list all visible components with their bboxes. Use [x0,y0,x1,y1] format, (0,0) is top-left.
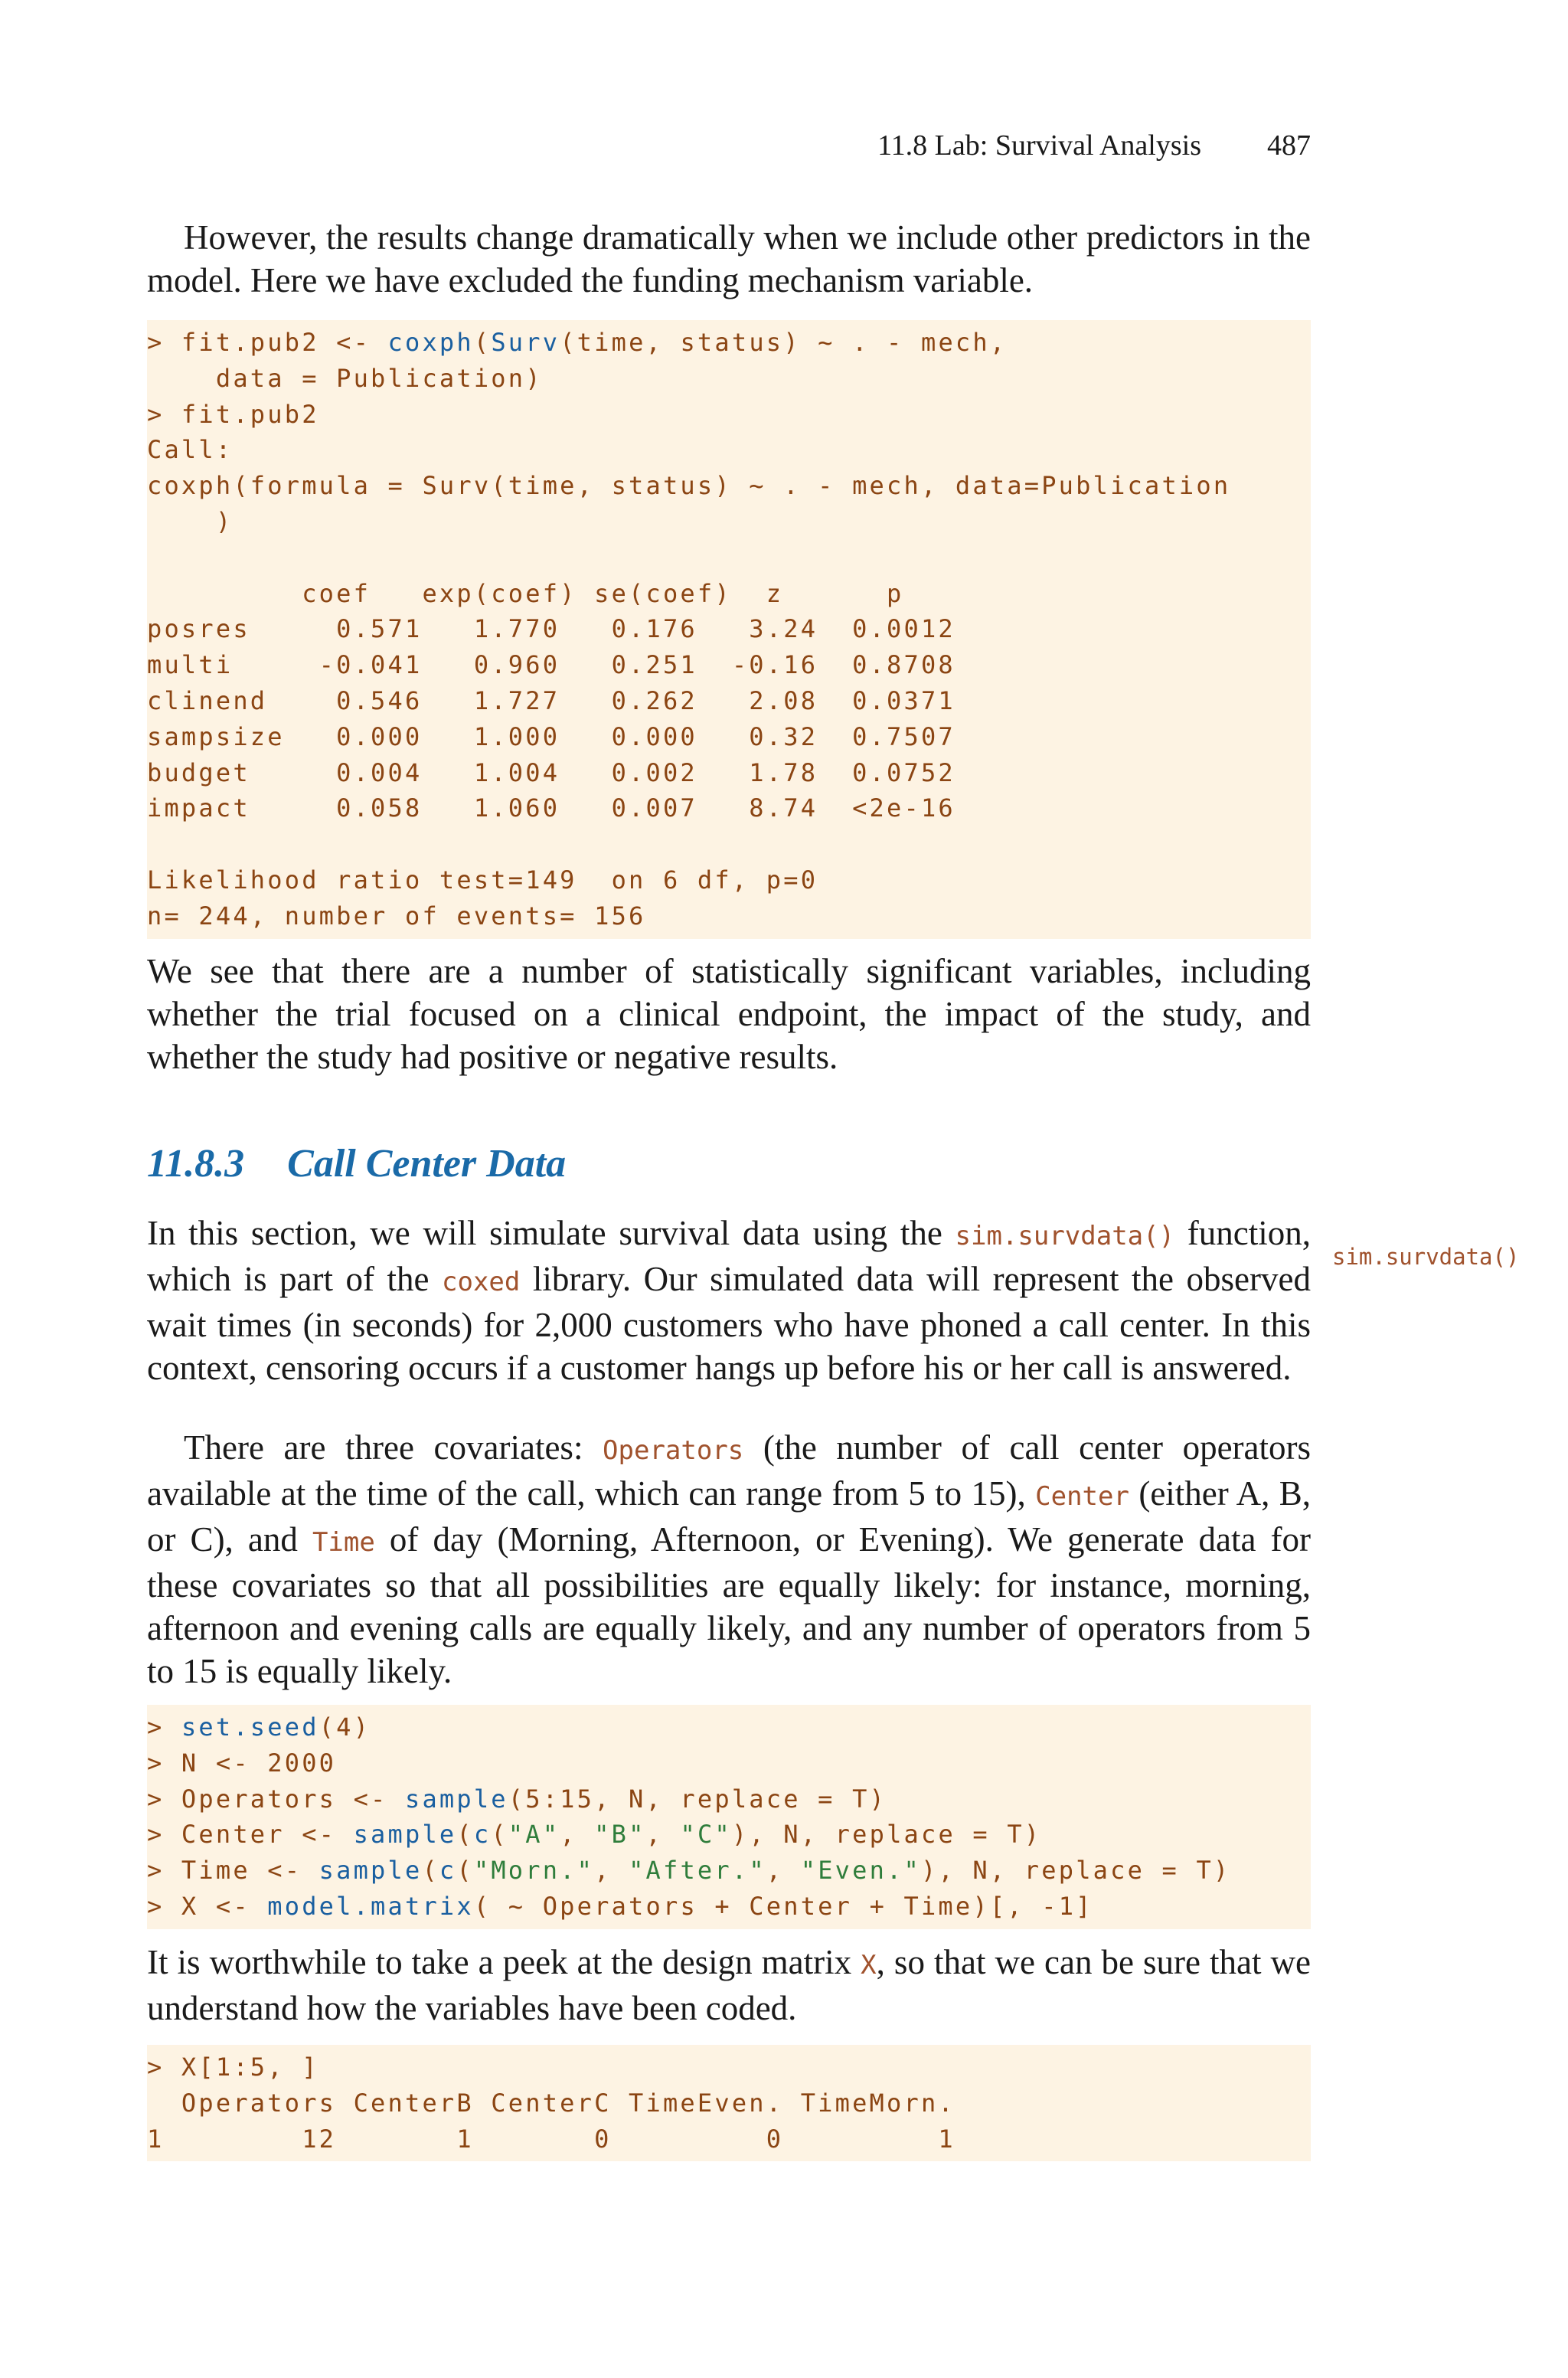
inline-code-sim-survdata: sim.survdata() [955,1221,1175,1251]
code-line: impact 0.058 1.060 0.007 8.74 <2e-16 [147,793,956,823]
inline-code-coxed: coxed [442,1267,521,1297]
margin-note-function: sim.survdata() [1332,1244,1520,1270]
code-line: > X[1:5, ] [147,2053,319,2082]
code-line: budget 0.004 1.004 0.002 1.78 0.0752 [147,757,956,787]
code-line: posres 0.571 1.770 0.176 3.24 0.0012 [147,614,956,644]
code-line: Call: [147,435,234,465]
code-line: > Time <- sample(c("Morn.", "After.", "Even."), N, replace = T) [147,1856,1231,1886]
code-line: data = Publication) [147,363,543,393]
section-title: Call Center Data [287,1142,567,1186]
paragraph-design-matrix: It is worthwhile to take a peek at the design matrix X, so that we can be sure that we understand how the variables have been coded. [147,1943,1311,2027]
code-line: coef exp(coef) se(coef) z p [147,578,904,608]
inline-code-center: Center [1035,1481,1129,1512]
section-number: 11.8.3 [147,1142,245,1186]
running-title: 11.8 Lab: Survival Analysis [877,129,1201,162]
code-line: > fit.pub2 <- coxph(Surv(time, status) ~ . - mech, [147,328,1008,357]
code-line: ) [147,506,234,536]
code-line: clinend 0.546 1.727 0.262 2.08 0.0371 [147,685,956,715]
inline-code-x: X [861,1950,877,1981]
code-line: Likelihood ratio test=149 on 6 df, p=0 [147,865,818,895]
inline-code-operators: Operators [603,1435,744,1466]
section-heading [147,1141,566,1186]
code-line: sampsize 0.000 1.000 0.000 0.32 0.7507 [147,721,956,751]
code-line: > fit.pub2 [147,399,319,429]
code-block-fit-pub2 [147,320,1311,939]
code-block-design-matrix [147,2045,1311,2161]
paragraph-results-change: However, the results change dramatically when we include other predictors in the model. Here we have excluded the funding mechanism variable. [147,218,1311,299]
code-line: > set.seed(4) [147,1712,371,1742]
code-line [147,826,1311,862]
paragraph-covariates: There are three covariates: Operators (the number of call center operators available at the time of the call, which can range from 5 to 15), Center (either A, B, or C), and Time of day (Morning, Afternoon, or Evening). We generate data for these covariates so that all possibilities are equally likely: for instance, morning, afternoon and evening calls are equally likely, and any number of operators from 5 to 15 is equally likely. [147,1428,1312,1690]
code-line: > Operators <- sample(5:15, N, replace = T) [147,1784,887,1814]
running-head [796,129,1311,162]
code-line: n= 244, number of events= 156 [147,901,646,931]
code-line: > X <- model.matrix( ~ Operators + Center + Time)[, -1] [147,1891,1093,1921]
code-line: > Center <- sample(c("A", "B", "C"), N, replace = T) [147,1820,1042,1850]
code-line: Operators CenterB CenterC TimeEven. TimeMorn. [147,2088,956,2118]
code-line: coxph(formula = Surv(time, status) ~ . - mech, data=Publication [147,471,1231,501]
paragraph-significant-variables: We see that there are a number of statistically significant variables, including whether the trial focused on a clinical endpoint, the impact of the study, and whether the study had positive or negative results. [147,952,1311,1076]
code-line: 1 12 1 0 0 1 [147,2124,956,2154]
page-number: 487 [1267,129,1311,162]
code-line: multi -0.041 0.960 0.251 -0.16 0.8708 [147,650,956,680]
inline-code-time: Time [312,1527,375,1558]
code-line [147,540,1311,576]
code-line: > N <- 2000 [147,1748,337,1778]
paragraph-simulate-data: In this section, we will simulate survival data using the sim.survdata() function, which is part of the coxed library. Our simulated data will represent the observed wait times (in seconds) for 2,000 customers who have phoned a call center. In this context, censoring occurs if a customer hangs up before his or her call is answered. [147,1214,1312,1387]
code-block-simulate-covariates [147,1705,1311,1929]
